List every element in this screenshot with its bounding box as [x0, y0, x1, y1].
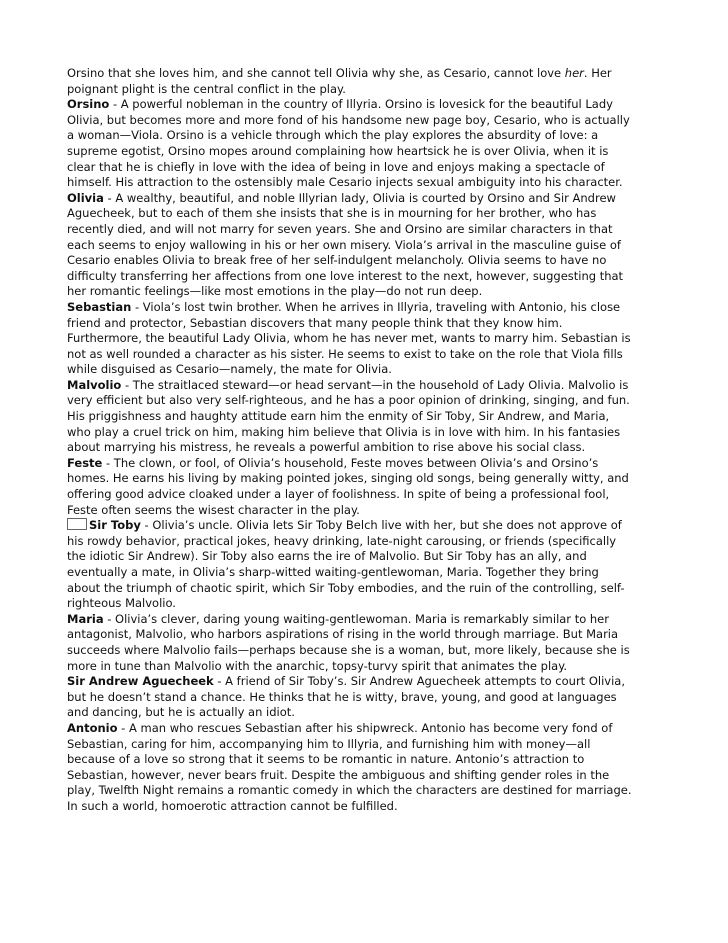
text-line	[67, 581, 667, 597]
text-run: Orsino that she loves him, and she cannot tell Olivia why she, as Cesario, cannot love	[67, 66, 565, 80]
text-run: because of a love so strong that it seems to be romantic in nature. Antonio’s attraction to	[67, 752, 585, 767]
text-line	[67, 160, 667, 176]
text-line	[67, 565, 667, 581]
text-run: more in tune than Malvolio with the anarchic, topsy-turvy spirit that animates the play.	[67, 658, 568, 673]
text-run: - A friend of Sir Toby’s. Sir Andrew Aguecheek attempts to court Olivia,	[213, 674, 625, 689]
text-line	[67, 347, 667, 363]
text-run: - Olivia’s clever, daring young waiting-gentlewoman. Maria is remarkably similar to her	[103, 611, 609, 626]
text-run: recently died, and will not marry for seven years. She and Orsino are similar characters in that	[67, 221, 613, 236]
text-line	[67, 331, 667, 347]
text-line	[67, 487, 667, 503]
character-name: Maria	[67, 611, 104, 626]
character-name: Antonio	[67, 720, 118, 735]
text-run: - The straitlaced steward—or head servant—in the household of Lady Olivia. Malvolio is	[121, 377, 629, 392]
text-line	[67, 128, 667, 144]
text-line	[67, 66, 667, 82]
text-run: poignant plight is the central conflict in the play.	[67, 81, 346, 96]
text-line	[67, 534, 667, 550]
text-line	[67, 97, 667, 113]
text-run: and dancing, but he is actually an idiot.	[67, 705, 295, 720]
text-run: her romantic feelings—like most emotions in the play—do not run deep.	[67, 284, 483, 299]
text-line	[67, 721, 667, 737]
text-line	[67, 659, 667, 675]
paragraph	[67, 518, 667, 612]
text-line	[67, 440, 667, 456]
text-line	[67, 82, 667, 98]
paragraph	[67, 66, 667, 97]
embedded-object-placeholder	[67, 518, 87, 530]
text-run: difficulty transferring her affections from one love interest to the next, however, suggesting that	[67, 268, 624, 283]
document-body	[67, 66, 667, 815]
text-line	[67, 503, 667, 519]
text-line	[67, 393, 667, 409]
text-run: homes. He earns his living by making pointed jokes, singing old songs, being generally witty, and	[67, 471, 629, 486]
text-run: - Viola’s lost twin brother. When he arrives in Illyria, traveling with Antonio, his close	[131, 299, 621, 314]
text-run: Feste often seems the wisest character in the play.	[67, 502, 360, 517]
text-run: antagonist, Malvolio, who harbors aspirations of rising in the world through marriage. But Maria	[67, 627, 619, 642]
text-line	[67, 612, 667, 628]
character-name: Sir Andrew Aguecheek	[67, 674, 214, 689]
text-run: the idiotic Sir Andrew). Sir Toby also earns the ire of Malvolio. But Sir Toby has an ally, and	[67, 549, 587, 564]
text-line	[67, 690, 667, 706]
text-line	[67, 425, 667, 441]
text-run: his rowdy behavior, practical jokes, heavy drinking, late-night carousing, or friends (specifically	[67, 533, 617, 548]
character-name: Feste	[67, 455, 103, 470]
paragraph	[67, 97, 667, 191]
paragraph	[67, 674, 667, 721]
text-line	[67, 238, 667, 254]
paragraph	[67, 378, 667, 456]
text-run: each seems to enjoy wallowing in his or her own misery. Viola’s arrival in the masculine guise of	[67, 237, 621, 252]
text-line	[67, 144, 667, 160]
text-line	[67, 627, 667, 643]
paragraph	[67, 300, 667, 378]
character-name: Sebastian	[67, 299, 132, 314]
text-run: Sebastian, however, never bears fruit. Despite the ambiguous and shifting gender roles in the	[67, 767, 610, 782]
text-run: - A powerful nobleman in the country of Illyria. Orsino is lovesick for the beautiful Lady	[109, 97, 613, 112]
text-line	[67, 674, 667, 690]
text-run: not as well rounded a character as his sister. He seems to exist to take on the role that Viola fills	[67, 346, 623, 361]
character-name: Orsino	[67, 97, 110, 112]
character-name: Olivia	[67, 190, 104, 205]
text-line	[67, 799, 667, 815]
text-line	[67, 596, 667, 612]
text-run: her	[564, 66, 584, 80]
text-run: succeeds where Malvolio fails—perhaps because she is a woman, but, more likely, because she is	[67, 642, 630, 657]
text-line	[67, 378, 667, 394]
text-run: Sebastian, caring for him, accompanying him to Illyria, and furnishing him with money—all	[67, 736, 591, 751]
paragraph	[67, 721, 667, 815]
text-run: - The clown, or fool, of Olivia’s household, Feste moves between Olivia’s and Orsino’s	[102, 455, 599, 470]
text-line	[67, 518, 667, 534]
text-run: Aguecheek, but to each of them she insists that she is in mourning for her brother, who has	[67, 206, 597, 221]
text-line	[67, 409, 667, 425]
text-run: In such a world, homoerotic attraction cannot be fulfilled.	[67, 798, 398, 813]
text-run: friend and protector, Sebastian discovers that many people think that they know him.	[67, 315, 563, 330]
character-name: Sir Toby	[89, 518, 141, 533]
text-line	[67, 300, 667, 316]
text-run: himself. His attraction to the ostensibly male Cesario injects sexual ambiguity into his character.	[67, 175, 623, 190]
text-line	[67, 175, 667, 191]
paragraph	[67, 191, 667, 300]
text-line	[67, 113, 667, 129]
text-run: righteous Malvolio.	[67, 596, 176, 611]
text-run: supreme egotist, Orsino mopes around complaining how heartsick he is over Olivia, when it is	[67, 143, 609, 158]
text-run: about marrying his mistress, he reveals a powerful ambition to rise above his social class.	[67, 440, 586, 455]
text-run: Cesario enables Olivia to break free of her self-indulgent melancholy. Olivia seems to have no	[67, 253, 607, 268]
text-line	[67, 456, 667, 472]
text-line	[67, 362, 667, 378]
text-line	[67, 752, 667, 768]
text-run: eventually a mate, in Olivia’s sharp-witted waiting-gentlewoman, Maria. Together they bring	[67, 565, 599, 579]
text-line	[67, 643, 667, 659]
text-run: who play a cruel trick on him, making him believe that Olivia is in love with him. In his fantasies	[67, 424, 621, 439]
text-line	[67, 191, 667, 207]
paragraph	[67, 612, 667, 674]
text-line	[67, 269, 667, 285]
text-run: clear that he is chiefly in love with the idea of being in love and enjoys making a spectacle of	[67, 159, 605, 174]
text-line	[67, 471, 667, 487]
text-line	[67, 549, 667, 565]
text-line	[67, 284, 667, 300]
text-run: but he doesn’t stand a chance. He thinks that he is witty, brave, young, and good at languages	[67, 689, 617, 704]
text-run: while disguised as Cesario—namely, the mate for Olivia.	[67, 362, 392, 377]
text-run: very efficient but also very self-righteous, and he has a poor opinion of drinking, singing, and fun.	[67, 393, 630, 408]
text-line	[67, 768, 667, 784]
text-run: about the triumph of chaotic spirit, which Sir Toby embodies, and the ruin of the controlling, self-	[67, 580, 625, 595]
text-line	[67, 222, 667, 238]
text-line	[67, 253, 667, 269]
text-line	[67, 316, 667, 332]
text-run: offering good advice cloaked under a layer of foolishness. In spite of being a professional fool,	[67, 487, 610, 502]
text-run: Olivia, but becomes more and more fond of his handsome new page boy, Cesario, who is actually	[67, 112, 630, 127]
text-run: - A wealthy, beautiful, and noble Illyrian lady, Olivia is courted by Orsino and Sir Andrew	[103, 190, 616, 205]
text-line	[67, 737, 667, 753]
text-run: Furthermore, the beautiful Lady Olivia, whom he has never met, wants to marry him. Sebastian is	[67, 331, 631, 346]
text-run: - Olivia’s uncle. Olivia lets Sir Toby Belch live with her, but she does not approve of	[140, 518, 622, 533]
text-line	[67, 783, 667, 799]
paragraph	[67, 456, 667, 518]
text-run: play, Twelfth Night remains a romantic comedy in which the characters are destined for marriage.	[67, 783, 632, 798]
text-run: . Her	[583, 66, 612, 80]
text-run: - A man who rescues Sebastian after his shipwreck. Antonio has become very fond of	[117, 720, 613, 735]
text-line	[67, 206, 667, 222]
text-line	[67, 705, 667, 721]
text-run: His priggishness and haughty attitude earn him the enmity of Sir Toby, Sir Andrew, and Maria,	[67, 409, 610, 424]
character-name: Malvolio	[67, 377, 122, 392]
text-run: a woman—Viola. Orsino is a vehicle through which the play explores the absurdity of love: a	[67, 128, 599, 143]
